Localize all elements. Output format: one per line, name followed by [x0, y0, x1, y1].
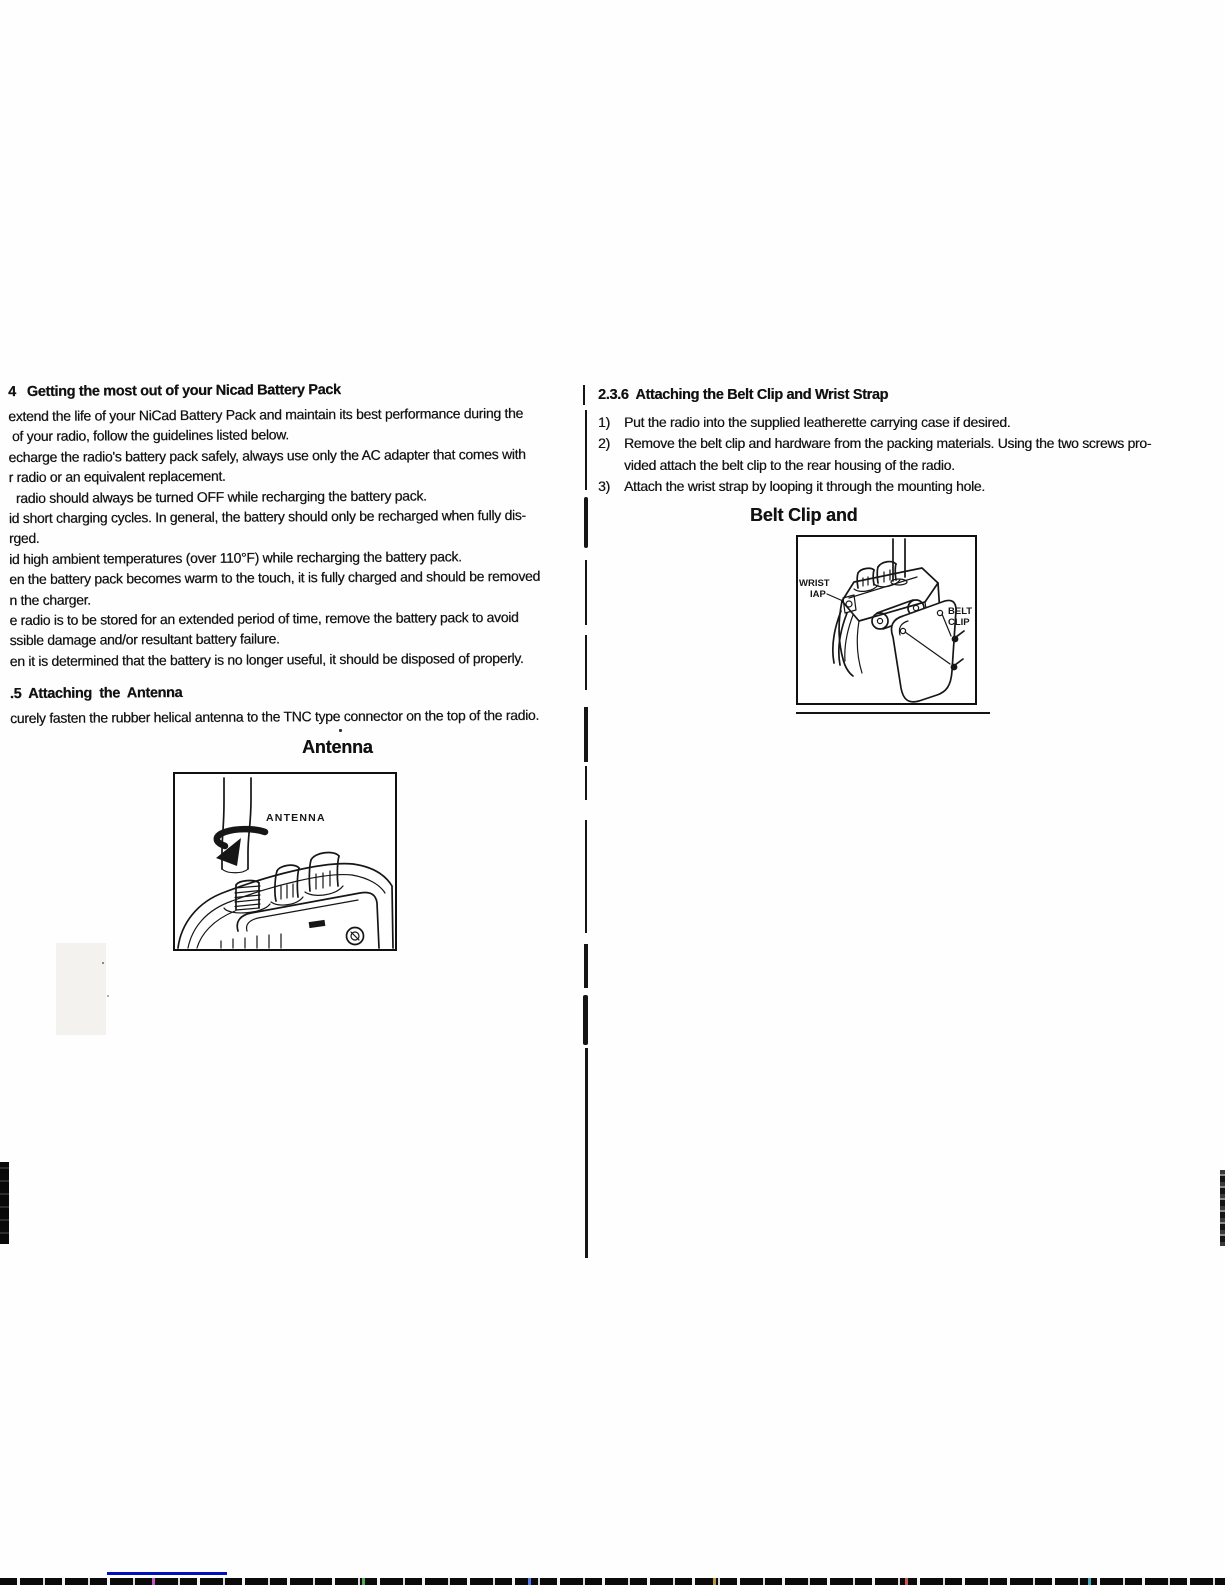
step-text: Attach the wrist strap by looping it through the mounting hole. — [624, 477, 985, 494]
column-divider-segment — [584, 497, 588, 548]
right-column — [598, 385, 1198, 497]
scan-line-artifact — [796, 712, 990, 714]
scan-bottom-edge — [0, 1578, 1225, 1585]
beltclip-figure — [796, 535, 977, 705]
antenna-figure-drawing — [175, 774, 395, 949]
step-3 — [598, 476, 1198, 497]
scan-color-speck — [905, 1578, 908, 1585]
scan-speck — [102, 962, 104, 964]
step-number: 2) — [598, 435, 610, 452]
section-heading-beltclip: 2.3.6 Attaching the Belt Clip and Wrist Strap — [598, 387, 889, 403]
body-line: r radio or an equivalent replacement. — [8, 467, 226, 486]
scan-edge-bar-right — [1220, 1170, 1225, 1246]
scan-color-speck — [713, 1578, 716, 1585]
body-line: en it is determined that the battery is no longer useful, it should be disposed of properly. — [9, 649, 524, 669]
step-number: 1) — [598, 414, 610, 430]
column-divider-segment — [585, 766, 587, 800]
body-line: curely fasten the rubber helical antenna to the TNC type connector on the top of the radio. — [10, 707, 539, 727]
column-divider-segment — [583, 995, 588, 1045]
section-heading-antenna: .5 Attaching the Antenna — [9, 685, 183, 703]
scan-color-speck — [152, 1578, 155, 1585]
wrist-strap-label: IAP — [810, 589, 826, 600]
body-line: extend the life of your NiCad Battery Pack and maintain its best performance during the — [8, 404, 523, 424]
scan-speck — [107, 995, 109, 997]
column-divider-segment — [585, 1048, 588, 1258]
body-line: n the charger. — [9, 591, 91, 608]
scan-blue-line — [107, 1572, 227, 1575]
step-text: Remove the belt clip and hardware from the packing materials. Using the two screws pro- — [624, 435, 1152, 452]
column-divider-segment — [585, 635, 587, 690]
body-line: en the battery pack becomes warm to the touch, it is fully charged and should be removed — [9, 568, 541, 588]
figure-caption-antenna: Antenna — [302, 737, 373, 757]
column-divider-segment — [585, 560, 587, 625]
scan-speck — [339, 729, 342, 732]
left-column — [8, 378, 585, 728]
antenna-figure — [173, 772, 397, 951]
body-line: e radio is to be stored for an extended period of time, remove the battery pack to avoid — [9, 608, 519, 629]
step-2 — [598, 433, 1198, 476]
column-divider-segment — [585, 820, 587, 933]
column-divider-segment — [585, 410, 587, 490]
body-line: of your radio, follow the guidelines listed below. — [8, 426, 289, 445]
antenna-label: ANTENNA — [266, 812, 326, 824]
body-line: rged. — [8, 530, 40, 547]
beltclip-figure-drawing — [798, 537, 975, 703]
scan-edge-bar-left — [0, 1162, 9, 1244]
scan-color-speck — [1088, 1578, 1091, 1585]
body-line: echarge the radio's battery pack safely, always use only the AC adapter that comes with — [8, 445, 526, 465]
scan-smudge — [56, 943, 106, 1035]
figure-caption-beltclip: Belt Clip and — [750, 505, 858, 525]
column-divider-segment — [583, 385, 585, 405]
belt-clip-label: BELT — [948, 606, 973, 617]
body-line: radio should always be turned OFF while recharging the battery pack. — [8, 487, 427, 506]
column-divider-segment — [584, 944, 588, 988]
body-line: id high ambient temperatures (over 110°F) while recharging the battery pack. — [9, 548, 462, 567]
step-1 — [598, 412, 1198, 433]
step-text: vided attach the belt clip to the rear housing of the radio. — [624, 456, 955, 473]
body-line: id short charging cycles. In general, the battery should only be recharged when fully dis- — [8, 506, 526, 527]
scan-color-speck — [528, 1578, 531, 1585]
wrist-strap-label: WRIST — [799, 578, 830, 589]
step-number: 3) — [598, 477, 610, 494]
scan-color-speck — [362, 1578, 365, 1585]
step-text: Put the radio into the supplied leatherette carrying case if desired. — [624, 414, 1011, 430]
body-line: ssible damage and/or resultant battery failure. — [9, 630, 280, 649]
section-heading-battery: 4 Getting the most out of your Nicad Battery Pack — [8, 381, 341, 400]
column-divider-segment — [584, 707, 588, 762]
belt-clip-label: CLIP — [948, 617, 970, 628]
